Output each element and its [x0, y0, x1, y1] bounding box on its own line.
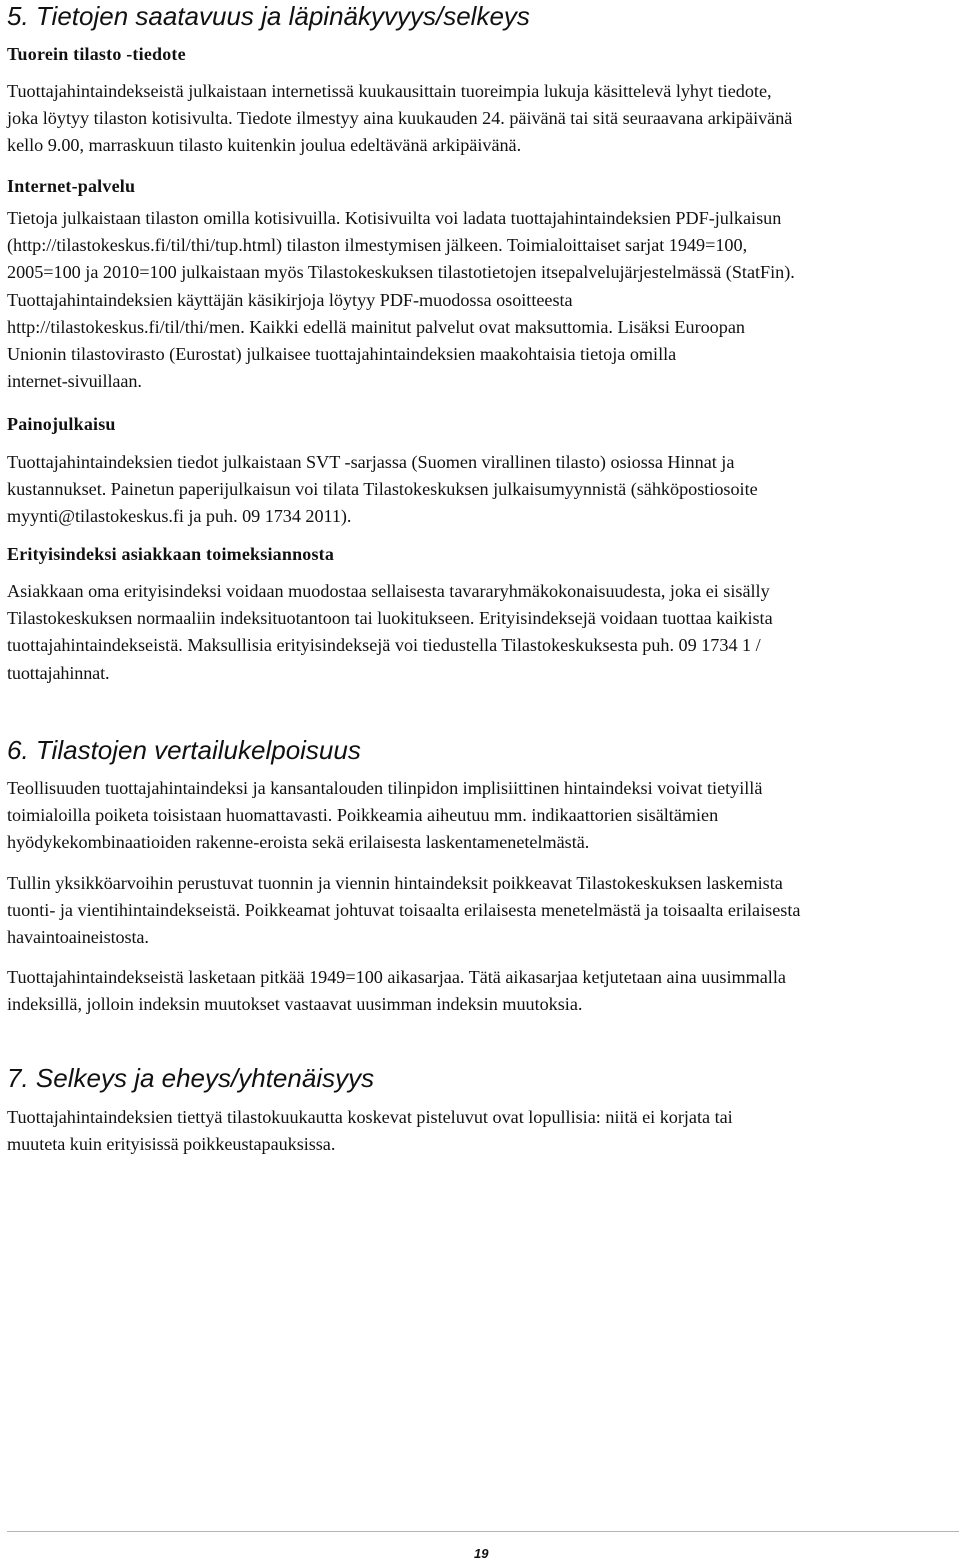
paragraph-erityisindeksi [7, 578, 959, 687]
paragraph-internet-palvelu [7, 205, 959, 395]
text-line: tuonti- ja vientihintaindekseistä. Poikkeamat johtuvat toisaalta erilaisesta menetelmästä ja toisaalta erilaisesta [7, 900, 801, 921]
text-line: (http://tilastokeskus.fi/til/thi/tup.html) tilaston ilmestymisen jälkeen. Toimialoittaiset sarjat 1949=100, [7, 235, 748, 256]
subheading-tuorein-tilasto: Tuorein tilasto -tiedote [7, 44, 186, 64]
footer-divider [7, 1531, 959, 1532]
text-line: hyödykekombinaatioiden rakenne-eroista sekä erilaisesta laskentamenetelmästä. [7, 832, 590, 853]
paragraph-vertailukelpoisuus-1 [7, 775, 959, 857]
paragraph-tuorein-tilasto [7, 78, 959, 160]
section-6-heading: 6. Tilastojen vertailukelpoisuus [7, 735, 361, 765]
paragraph-selkeys [7, 1104, 959, 1158]
paragraph-vertailukelpoisuus-3 [7, 964, 959, 1018]
text-line: myynti@tilastokeskus.fi ja puh. 09 1734 2011). [7, 506, 352, 527]
text-line: Tuottajahintaindeksien käyttäjän käsikirjoja löytyy PDF-muodossa osoitteesta [7, 289, 573, 310]
text-line: indeksillä, jolloin indeksin muutokset vastaavat uusimman indeksin muutoksia. [7, 994, 583, 1015]
text-line: muuteta kuin erityisissä poikkeustapauksissa. [7, 1134, 336, 1155]
text-line: tuottajahintaindekseistä. Maksullisia erityisindeksejä voi tiedustella Tilastokeskuksesta puh. 09 1734 1 / [7, 635, 761, 656]
text-line: tuottajahinnat. [7, 662, 110, 683]
section-5-heading: 5. Tietojen saatavuus ja läpinäkyvyys/selkeys [7, 1, 530, 31]
text-line: Asiakkaan oma erityisindeksi voidaan muodostaa sellaisesta tavararyhmäkokonaisuudesta, joka ei sisälly [7, 581, 770, 601]
text-line: toimialoilla poiketa toisistaan huomattavasti. Poikkeamia aiheutuu mm. indikaattorien sisältämien [7, 805, 719, 826]
page-number: 19 [474, 1546, 489, 1561]
text-line: Tilastokeskuksen normaaliin indeksituotantoon tai luokitukseen. Erityisindeksejä voidaan tuottaa kaikista [7, 608, 773, 629]
text-line: internet-sivuillaan. [7, 371, 142, 392]
text-line: 2005=100 ja 2010=100 julkaistaan myös Tilastokeskuksen tilastotietojen itsepalvelujärjestelmässä (StatFin). [7, 262, 795, 283]
text-line: Tietoja julkaistaan tilaston omilla kotisivuilla. Kotisivuilta voi ladata tuottajahintaindeksien PDF-julkaisun [7, 208, 782, 228]
subheading-painojulkaisu: Painojulkaisu [7, 414, 116, 434]
paragraph-vertailukelpoisuus-2 [7, 870, 959, 952]
text-line: Unionin tilastovirasto (Eurostat) julkaisee tuottajahintaindeksien maakohtaisia tietoja omilla [7, 344, 677, 365]
text-line: havaintoaineistosta. [7, 927, 149, 948]
subheading-internet-palvelu: Internet-palvelu [7, 176, 136, 196]
text-line: Tullin yksikköarvoihin perustuvat tuonnin ja viennin hintaindeksit poikkeavat Tilastokeskuksen laskemista [7, 873, 783, 893]
text-line: joka löytyy tilaston kotisivulta. Tiedote ilmestyy aina kuukauden 24. päivänä tai sitä seuraavana arkipäivänä [7, 108, 793, 129]
subheading-erityisindeksi: Erityisindeksi asiakkaan toimeksiannosta [7, 544, 335, 564]
text-line: kello 9.00, marraskuun tilasto kuitenkin joulua edeltävänä arkipäivänä. [7, 135, 522, 156]
text-line: Tuottajahintaindeksien tiedot julkaistaan SVT -sarjassa (Suomen virallinen tilasto) osiossa Hinnat ja [7, 452, 735, 472]
text-line: Tuottajahintaindekseistä lasketaan pitkää 1949=100 aikasarjaa. Tätä aikasarjaa ketjutetaan aina uusimmalla [7, 967, 786, 987]
text-line: kustannukset. Painetun paperijulkaisun voi tilata Tilastokeskuksen julkaisumyynnistä (sähköpostiosoite [7, 479, 758, 500]
text-line: Tuottajahintaindeksien tiettyä tilastokuukautta koskevat pisteluvut ovat lopullisia: niitä ei korjata tai [7, 1107, 733, 1127]
section-7-heading: 7. Selkeys ja eheys/yhtenäisyys [7, 1063, 375, 1093]
text-line: Teollisuuden tuottajahintaindeksi ja kansantalouden tilinpidon implisiittinen hintaindeksi voivat tietyillä [7, 778, 763, 798]
text-line: Tuottajahintaindekseistä julkaistaan internetissä kuukausittain tuoreimpia lukuja käsittelevä lyhyt tiedote, [7, 81, 772, 101]
text-line: http://tilastokeskus.fi/til/thi/men. Kaikki edellä mainitut palvelut ovat maksuttomia. Lisäksi Euroopan [7, 316, 745, 337]
paragraph-painojulkaisu [7, 449, 959, 531]
